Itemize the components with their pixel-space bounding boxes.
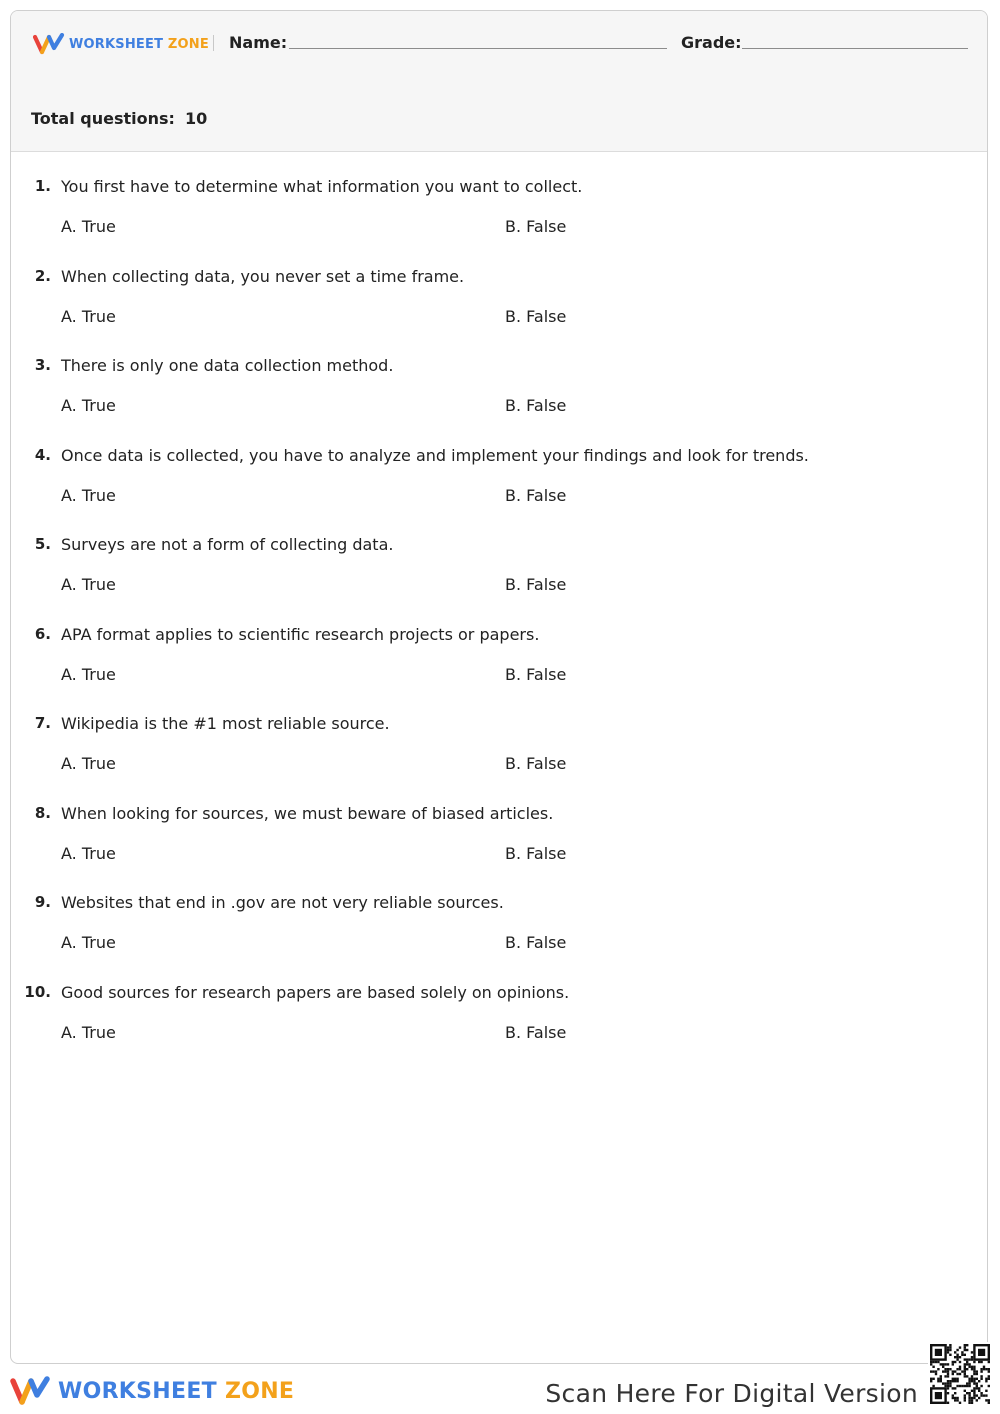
option-false[interactable]: B. False bbox=[505, 217, 567, 236]
name-label: Name: bbox=[229, 33, 288, 52]
question-number: 9. bbox=[34, 893, 51, 911]
question-item bbox=[11, 350, 987, 440]
divider bbox=[213, 35, 214, 51]
footer-brand-word-worksheet: WORKSHEET bbox=[58, 1378, 217, 1404]
question-item bbox=[11, 708, 987, 798]
option-true[interactable]: A. True bbox=[61, 306, 116, 326]
option-true[interactable]: A. True bbox=[61, 575, 116, 594]
total-questions-value: 10 bbox=[184, 109, 208, 128]
question-item bbox=[11, 887, 987, 977]
option-false[interactable]: B. False bbox=[505, 843, 567, 863]
total-questions bbox=[31, 109, 207, 128]
question-number: 2. bbox=[34, 266, 51, 285]
question-item bbox=[11, 798, 987, 888]
question-number: 5. bbox=[34, 535, 51, 553]
question-number: 7. bbox=[34, 714, 51, 732]
name-field-line[interactable] bbox=[289, 48, 667, 49]
scan-instruction: Scan Here For Digital Version bbox=[545, 1379, 918, 1408]
question-text: Websites that end in .gov are not very reliable sources. bbox=[61, 893, 504, 912]
question-text: When collecting data, you never set a time frame. bbox=[61, 266, 465, 286]
option-true[interactable]: A. True bbox=[61, 217, 116, 236]
question-item bbox=[11, 619, 987, 709]
grade-field-line[interactable] bbox=[742, 48, 968, 49]
question-text: When looking for sources, we must beware of biased articles. bbox=[61, 803, 554, 823]
brand-logo bbox=[33, 33, 209, 55]
option-false[interactable]: B. False bbox=[505, 306, 567, 326]
question-text: Surveys are not a form of collecting data. bbox=[61, 535, 394, 554]
qr-code-icon[interactable] bbox=[928, 1342, 992, 1406]
option-true[interactable]: A. True bbox=[61, 485, 116, 505]
question-item bbox=[11, 977, 987, 1067]
option-false[interactable]: B. False bbox=[505, 664, 567, 684]
question-item bbox=[11, 529, 987, 619]
option-false[interactable]: B. False bbox=[505, 575, 567, 594]
brand-word-worksheet: WORKSHEET bbox=[69, 36, 164, 52]
question-number: 10. bbox=[24, 982, 51, 1001]
worksheet-page bbox=[10, 10, 988, 1364]
question-item bbox=[11, 171, 987, 261]
question-text: Good sources for research papers are based solely on opinions. bbox=[61, 982, 570, 1002]
footer-brand-word-zone: ZONE bbox=[224, 1378, 295, 1404]
question-number: 4. bbox=[34, 445, 51, 464]
option-false[interactable]: B. False bbox=[505, 485, 567, 505]
option-true[interactable]: A. True bbox=[61, 933, 116, 952]
option-false[interactable]: B. False bbox=[505, 1022, 567, 1042]
option-true[interactable]: A. True bbox=[61, 843, 116, 863]
question-text: Once data is collected, you have to analyze and implement your findings and look for trends. bbox=[61, 445, 809, 465]
question-text: Wikipedia is the #1 most reliable source. bbox=[61, 714, 390, 733]
option-true[interactable]: A. True bbox=[61, 1022, 116, 1042]
option-true[interactable]: A. True bbox=[61, 396, 116, 415]
brand-word-zone: ZONE bbox=[167, 36, 209, 52]
logo-v-icon bbox=[33, 33, 65, 55]
question-list bbox=[11, 171, 987, 1066]
option-true[interactable]: A. True bbox=[61, 664, 116, 684]
worksheet-header bbox=[11, 11, 987, 152]
option-true[interactable]: A. True bbox=[61, 754, 116, 773]
question-text: APA format applies to scientific research projects or papers. bbox=[61, 624, 540, 644]
footer-brand-logo bbox=[10, 1376, 294, 1406]
question-text: You first have to determine what information you want to collect. bbox=[61, 177, 583, 196]
option-false[interactable]: B. False bbox=[505, 754, 567, 773]
logo-v-icon bbox=[10, 1376, 50, 1406]
question-number: 3. bbox=[34, 356, 51, 374]
question-number: 1. bbox=[34, 177, 51, 195]
option-false[interactable]: B. False bbox=[505, 933, 567, 952]
question-text: There is only one data collection method. bbox=[61, 356, 394, 375]
option-false[interactable]: B. False bbox=[505, 396, 567, 415]
question-item bbox=[11, 261, 987, 351]
footer-brand-name bbox=[58, 1379, 294, 1404]
question-number: 8. bbox=[34, 803, 51, 822]
grade-label: Grade: bbox=[681, 33, 742, 52]
question-number: 6. bbox=[34, 624, 51, 643]
question-item bbox=[11, 440, 987, 530]
total-questions-label: Total questions: bbox=[31, 109, 175, 128]
brand-name bbox=[69, 37, 209, 52]
